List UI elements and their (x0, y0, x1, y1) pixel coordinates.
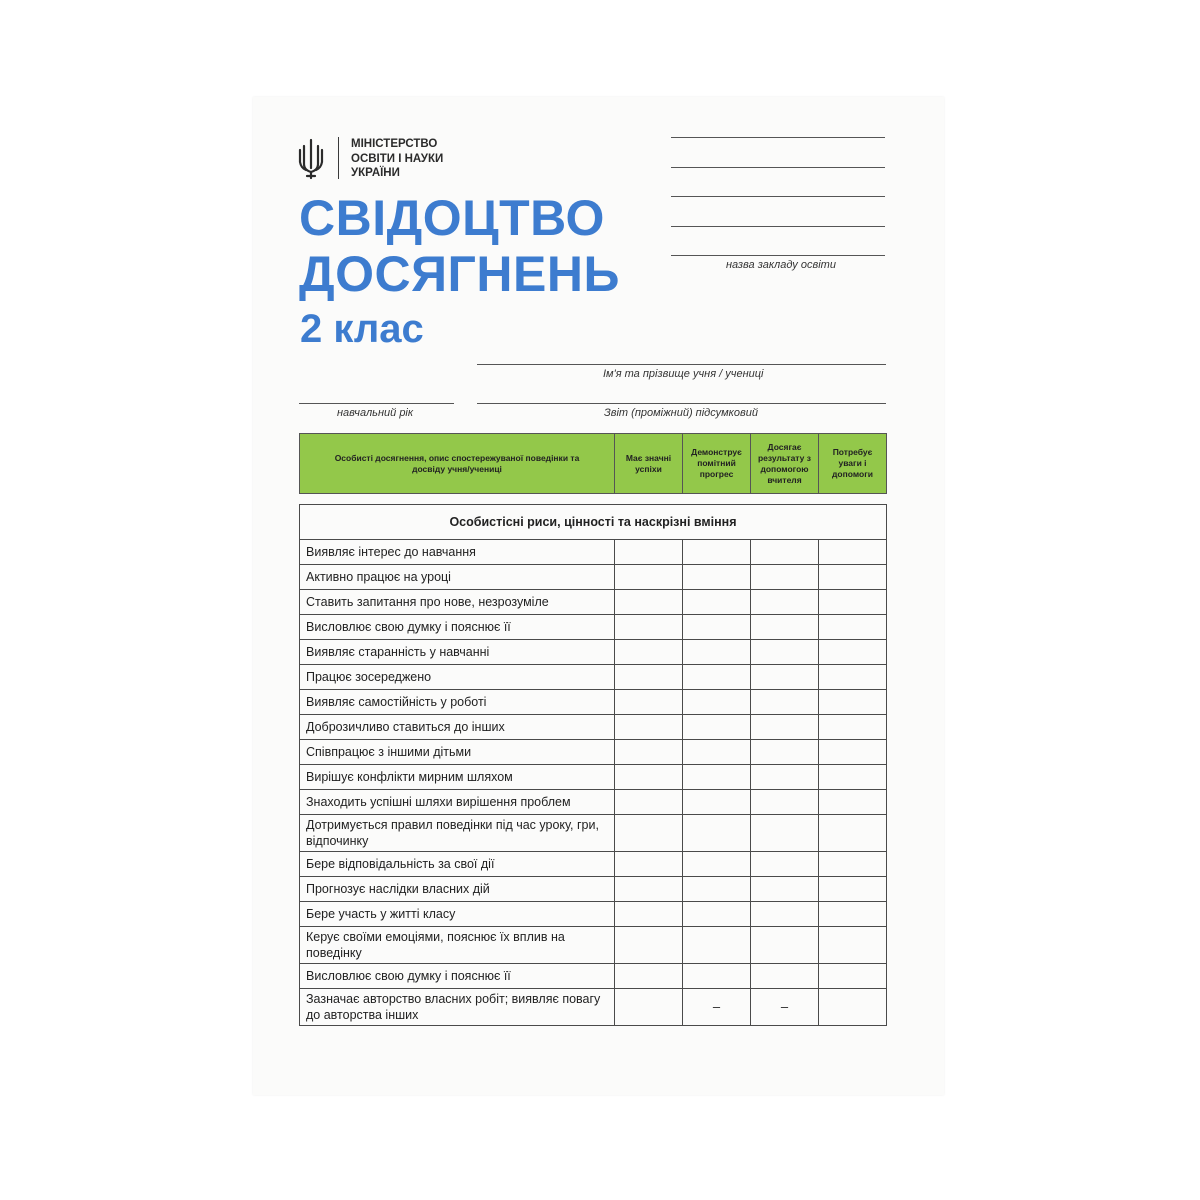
rating-cell[interactable] (683, 740, 751, 765)
header-noticeable-progress: Демонструє помітний прогрес (683, 434, 751, 494)
row-description: Керує своїми емоціями, пояснює їх вплив на поведінку (300, 927, 615, 964)
ministry-name (351, 137, 443, 181)
rating-cell[interactable] (819, 902, 887, 927)
year-caption: навчальний рік (337, 407, 414, 419)
rating-cell[interactable] (819, 877, 887, 902)
rating-cell[interactable] (683, 790, 751, 815)
document-title (299, 190, 620, 302)
table-row (300, 665, 887, 690)
rating-cell[interactable] (819, 989, 887, 1026)
table-row (300, 989, 887, 1026)
rating-cell[interactable] (683, 540, 751, 565)
row-description: Вирішує конфлікти мирним шляхом (300, 765, 615, 790)
row-description: Працює зосереджено (300, 665, 615, 690)
rating-cell[interactable] (751, 615, 819, 640)
rating-cell[interactable] (615, 790, 683, 815)
header-with-teacher-help: Досягає результату з допомогою вчителя (751, 434, 819, 494)
table-row (300, 565, 887, 590)
rating-cell[interactable] (751, 877, 819, 902)
rating-cell[interactable] (683, 877, 751, 902)
rating-cell[interactable] (683, 902, 751, 927)
rating-cell[interactable] (615, 964, 683, 989)
title-line-1: СВІДОЦТВО (299, 190, 605, 246)
row-description: Активно працює на уроці (300, 565, 615, 590)
rating-cell[interactable] (751, 590, 819, 615)
criteria-header-table (299, 433, 887, 494)
row-description: Доброзичливо ставиться до інших (300, 715, 615, 740)
ministry-line-3: УКРАЇНИ (351, 167, 400, 179)
rating-cell[interactable] (615, 740, 683, 765)
row-description: Виявляє інтерес до навчання (300, 540, 615, 565)
rating-cell[interactable] (683, 665, 751, 690)
row-description: Виявляє старанність у навчанні (300, 640, 615, 665)
rating-cell[interactable] (683, 715, 751, 740)
rating-cell[interactable] (615, 715, 683, 740)
table-row (300, 852, 887, 877)
year-line (299, 403, 454, 404)
rating-cell[interactable] (615, 902, 683, 927)
title-line-2: ДОСЯГНЕНЬ (299, 246, 620, 302)
rating-cell[interactable] (751, 902, 819, 927)
table-row (300, 615, 887, 640)
rating-cell[interactable] (819, 615, 887, 640)
row-description: Дотримується правил поведінки під час уроку, гри, відпочинку (300, 815, 615, 852)
rating-cell[interactable] (819, 715, 887, 740)
school-line-2 (671, 167, 885, 168)
report-caption: Звіт (проміжний) підсумковий (604, 407, 758, 419)
rating-cell[interactable] (615, 690, 683, 715)
rating-cell[interactable] (819, 964, 887, 989)
row-description: Висловлює свою думку і пояснює її (300, 615, 615, 640)
rating-cell[interactable] (751, 665, 819, 690)
school-caption: назва закладу освіти (726, 259, 836, 271)
rating-cell[interactable] (751, 815, 819, 852)
row-description: Знаходить успішні шляхи вирішення проблем (300, 790, 615, 815)
table-row (300, 690, 887, 715)
rating-cell[interactable] (751, 927, 819, 964)
school-line-1 (671, 137, 885, 138)
table-row (300, 877, 887, 902)
rating-cell[interactable] (615, 927, 683, 964)
row-description: Співпрацює з іншими дітьми (300, 740, 615, 765)
rating-cell[interactable] (751, 690, 819, 715)
table-row (300, 590, 887, 615)
rating-cell[interactable] (819, 852, 887, 877)
student-name-line (477, 364, 886, 365)
rating-cell[interactable] (819, 927, 887, 964)
row-description: Бере участь у житті класу (300, 902, 615, 927)
rating-cell[interactable] (819, 790, 887, 815)
rating-cell[interactable] (819, 665, 887, 690)
row-description: Зазначає авторство власних робіт; виявляє повагу до авторства інших (300, 989, 615, 1026)
rating-cell[interactable] (683, 964, 751, 989)
section-title: Особистісні риси, цінності та наскрізні вміння (300, 505, 887, 540)
rating-cell[interactable] (751, 540, 819, 565)
emblem-separator (338, 137, 339, 179)
rating-cell[interactable] (751, 715, 819, 740)
school-line-5 (671, 255, 885, 256)
table-row (300, 815, 887, 852)
achievements-table (299, 504, 887, 1026)
header-needs-attention: Потребує уваги і допомоги (819, 434, 887, 494)
rating-cell[interactable] (751, 640, 819, 665)
rating-cell[interactable] (683, 815, 751, 852)
rating-cell[interactable] (819, 740, 887, 765)
rating-cell[interactable] (683, 690, 751, 715)
table-row (300, 765, 887, 790)
rating-cell[interactable] (751, 852, 819, 877)
ministry-line-2: ОСВІТИ І НАУКИ (351, 152, 444, 165)
rating-cell[interactable]: – (683, 989, 751, 1026)
grade-label: 2 клас (300, 307, 424, 351)
rating-cell[interactable] (615, 615, 683, 640)
rating-cell[interactable] (819, 540, 887, 565)
rating-cell[interactable] (615, 565, 683, 590)
row-description: Бере відповідальність за свої дії (300, 852, 615, 877)
rating-cell[interactable] (615, 989, 683, 1026)
report-line (477, 403, 886, 404)
rating-cell[interactable] (683, 852, 751, 877)
ministry-line-1: МІНІСТЕРСТВО (351, 138, 438, 150)
table-row (300, 790, 887, 815)
rating-cell[interactable]: – (751, 989, 819, 1026)
table-row (300, 927, 887, 964)
rating-cell[interactable] (819, 590, 887, 615)
rating-cell[interactable] (819, 815, 887, 852)
rating-cell[interactable] (615, 877, 683, 902)
rating-cell[interactable] (819, 565, 887, 590)
rating-cell[interactable] (615, 665, 683, 690)
rating-cell[interactable] (683, 765, 751, 790)
table-row (300, 715, 887, 740)
rating-cell[interactable] (683, 640, 751, 665)
rating-cell[interactable] (615, 852, 683, 877)
rating-cell[interactable] (819, 690, 887, 715)
rating-cell[interactable] (751, 765, 819, 790)
student-caption: Ім'я та прізвище учня / учениці (603, 368, 764, 380)
school-line-3 (671, 196, 885, 197)
rating-cell[interactable] (615, 815, 683, 852)
table-row (300, 902, 887, 927)
school-line-4 (671, 226, 885, 227)
rating-cell[interactable] (615, 765, 683, 790)
table-row (300, 740, 887, 765)
rating-cell[interactable] (615, 590, 683, 615)
rating-cell[interactable] (615, 640, 683, 665)
rating-cell[interactable] (683, 590, 751, 615)
rating-cell[interactable] (683, 565, 751, 590)
rating-cell[interactable] (751, 740, 819, 765)
trident-emblem-icon (298, 138, 324, 180)
rating-cell[interactable] (751, 790, 819, 815)
rating-cell[interactable] (683, 927, 751, 964)
rating-cell[interactable] (819, 640, 887, 665)
table-row (300, 540, 887, 565)
header-significant-success: Має значні успіхи (615, 434, 683, 494)
row-description: Висловлює свою думку і пояснює її (300, 964, 615, 989)
rating-cell[interactable] (615, 540, 683, 565)
rating-cell[interactable] (819, 765, 887, 790)
table-row (300, 640, 887, 665)
rating-cell[interactable] (751, 964, 819, 989)
table-row (300, 964, 887, 989)
rating-cell[interactable] (751, 565, 819, 590)
row-description: Ставить запитання про нове, незрозуміле (300, 590, 615, 615)
row-description: Прогнозує наслідки власних дій (300, 877, 615, 902)
rating-cell[interactable] (683, 615, 751, 640)
header-achievements: Особисті досягнення, опис спостережуваної поведінки та досвіду учня/учениці (300, 434, 615, 494)
row-description: Виявляє самостійність у роботі (300, 690, 615, 715)
